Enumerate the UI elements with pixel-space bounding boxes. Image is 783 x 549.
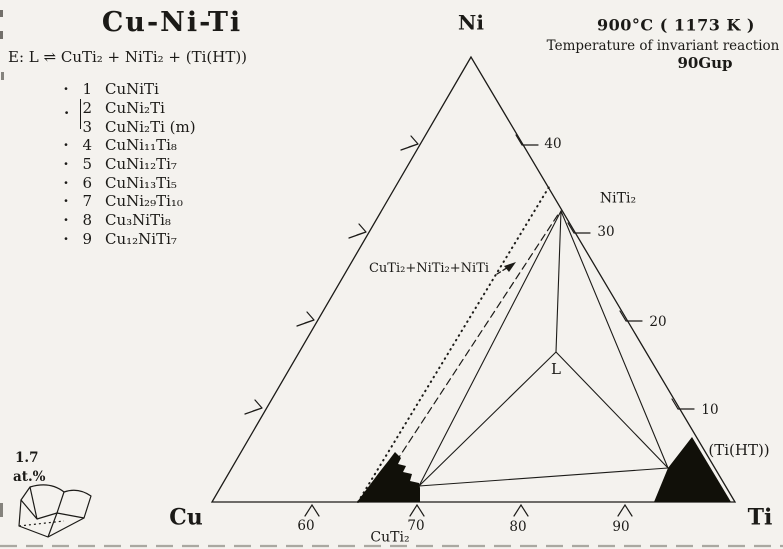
reference-code: 90Gup	[677, 54, 733, 73]
three-phase-annotation: CuTi₂+NiTi₂+NiTi	[368, 261, 490, 277]
corner-label-ti: Ti	[747, 504, 773, 531]
legend-item	[58, 155, 196, 174]
legend-number: 6	[82, 173, 92, 192]
legend-number: 2	[82, 99, 92, 118]
compound-legend	[58, 80, 196, 248]
legend-item	[58, 211, 196, 230]
legend-formula: CuNi₂Ti	[105, 99, 165, 118]
cuti2-phase-region	[357, 452, 420, 502]
legend-formula: Cu₃NiTi₈	[105, 211, 171, 230]
legend-bullet: ·	[63, 136, 69, 155]
phase-label-ti-ht: (Ti(HT))	[708, 441, 770, 460]
legend-formula: Cu₁₂NiTi₇	[105, 229, 177, 248]
legend-formula: CuNi₂₉Ti₁₀	[105, 192, 183, 211]
legend-item	[58, 173, 196, 192]
legend-number: 9	[82, 229, 92, 248]
bottom-tick-60: 60	[297, 517, 315, 534]
bottom-tick-70: 70	[407, 517, 425, 534]
legend-number: 1	[82, 80, 92, 99]
legend-number: 7	[82, 192, 92, 211]
legend-item	[58, 80, 196, 99]
scale-value: 1.7	[15, 449, 39, 466]
legend-formula: CuNi₁₃Ti₅	[105, 173, 177, 192]
right-tick-10: 10	[701, 401, 719, 418]
corner-label-cu: Cu	[169, 504, 203, 531]
legend-bullet: ·	[63, 211, 69, 230]
legend-number: 4	[82, 136, 92, 155]
gibbs-triangle-outline	[212, 54, 735, 502]
legend-bullet: ·	[63, 173, 69, 192]
legend-number: 5	[82, 155, 92, 174]
bottom-tick-80: 80	[509, 518, 527, 535]
right-axis-tick-marks	[516, 135, 694, 409]
bottom-tick-90: 90	[612, 518, 630, 535]
scale-unit: at.%	[13, 468, 46, 485]
tie-lines	[419, 211, 668, 486]
right-tick-30: 30	[597, 223, 615, 240]
legend-formula: CuNi₁₂Ti₇	[105, 155, 177, 174]
legend-formula: CuNiTi	[105, 80, 159, 99]
phase-label-niti2: NiTi₂	[599, 190, 637, 207]
annotation-arrow	[497, 262, 516, 274]
phase-label-liquid: L	[551, 360, 561, 379]
dotted-boundary-line	[358, 187, 549, 502]
invariant-reaction-equation: E: L ⇌ CuTi₂ + NiTi₂ + (Ti(HT))	[8, 48, 248, 67]
legend-formula: CuNi₁₁Ti₈	[105, 136, 177, 155]
right-tick-40: 40	[544, 135, 562, 152]
composition-cell-icon	[19, 485, 91, 537]
corner-label-ni: Ni	[458, 10, 484, 35]
legend-number: 8	[82, 211, 92, 230]
temperature-label: 900°C ( 1173 K )	[597, 15, 755, 35]
legend-bullet: ·	[63, 229, 69, 248]
temperature-caption: Temperature of invariant reaction	[546, 37, 780, 54]
legend-item	[58, 117, 196, 136]
phase-label-cuti2: CuTi₂	[370, 529, 410, 546]
legend-bullet: ·	[63, 155, 69, 174]
bottom-axis-tick-marks	[305, 505, 632, 516]
legend-item	[58, 192, 196, 211]
legend-number: 3	[82, 117, 92, 136]
legend-formula: CuNi₂Ti (m)	[105, 117, 196, 136]
legend-item	[58, 99, 196, 118]
legend-pair-bracket	[80, 99, 81, 129]
figure-title: Cu-Ni-Ti	[101, 6, 243, 38]
legend-pair-bullet: ·	[64, 104, 70, 122]
right-tick-20: 20	[649, 313, 667, 330]
legend-item	[58, 230, 196, 249]
legend-item	[58, 136, 196, 155]
legend-bullet: ·	[63, 192, 69, 211]
legend-bullet: ·	[63, 80, 69, 99]
